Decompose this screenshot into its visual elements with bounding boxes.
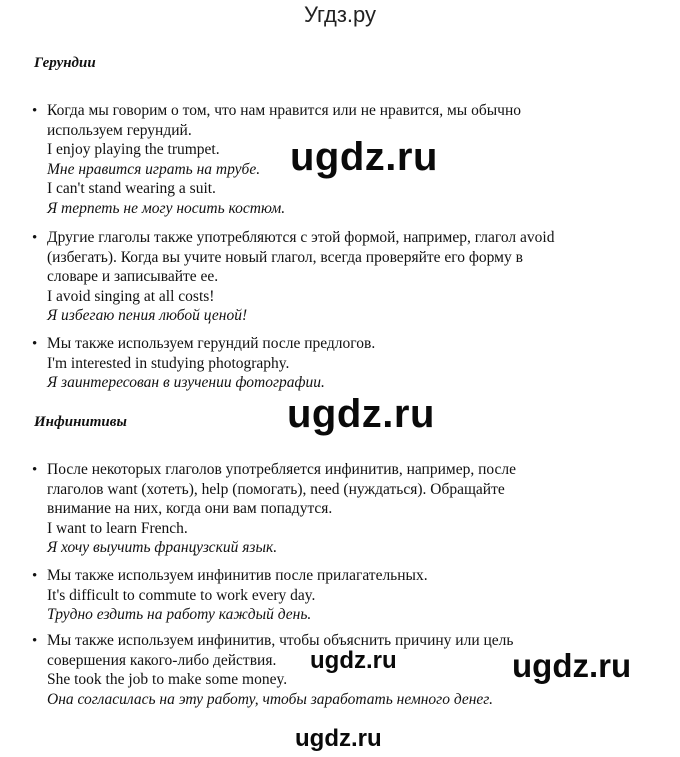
example-translation: Она согласилась на эту работу, чтобы заработать немного денег. <box>47 690 494 708</box>
example-english: I'm interested in studying photography. <box>47 354 290 372</box>
example-english: I want to learn French. <box>47 519 188 537</box>
watermark: ugdz.ru <box>290 135 438 179</box>
bullet: • <box>32 230 38 246</box>
bullet: • <box>32 336 38 352</box>
watermark: ugdz.ru <box>512 647 632 684</box>
list-item <box>32 334 632 393</box>
example-translation: Трудно ездить на работу каждый день. <box>47 606 312 623</box>
bullet: • <box>32 633 38 649</box>
paragraph-line: внимание на них, когда они вам попадутся. <box>47 500 333 517</box>
example-english: I enjoy playing the trumpet. <box>47 141 220 158</box>
example-translation: Мне нравится играть на трубе. <box>47 160 261 178</box>
bullet: • <box>32 568 38 584</box>
paragraph-line: словаре и записывайте ее. <box>47 268 219 285</box>
paragraph-line: Мы также используем инфинитив после прилагательных. <box>47 567 428 584</box>
watermark: ugdz.ru <box>310 647 397 674</box>
list-item <box>32 228 632 326</box>
example-english: It's difficult to commute to work every day. <box>47 586 316 604</box>
example-english: She took the job to make some money. <box>47 671 288 688</box>
bullet: • <box>32 462 38 478</box>
list-item <box>32 566 632 625</box>
paragraph-line: Когда мы говорим о том, что нам нравится или не нравится, мы обычно <box>47 102 521 119</box>
section-heading-gerunds: Герундии <box>34 55 96 71</box>
section-heading-infinitives: Инфинитивы <box>34 414 127 430</box>
list-item <box>32 460 632 558</box>
watermark: ugdz.ru <box>287 392 435 436</box>
paragraph-line: Мы также используем инфинитив, чтобы объяснить причину или цель <box>47 632 514 649</box>
paragraph-line: совершения какого-либо действия. <box>47 651 277 669</box>
example-english: I can't stand wearing a suit. <box>47 180 216 197</box>
paragraph-line: После некоторых глаголов употребляется инфинитив, например, после <box>47 461 517 478</box>
paragraph-line: (избегать). Когда вы учите новый глагол, всегда проверяйте его форму в <box>47 248 523 266</box>
example-translation: Я заинтересован в изучении фотографии. <box>47 374 325 391</box>
paragraph-line: Другие глаголы также употребляются с этой формой, например, глагол avoid <box>47 229 555 246</box>
paragraph-line: Мы также используем герундий после предлогов. <box>47 335 376 352</box>
example-translation: Я хочу выучить французский язык. <box>47 539 278 556</box>
example-translation: Я избегаю пения любой ценой! <box>47 307 248 324</box>
paragraph-line: глаголов want (хотеть), help (помогать), need (нуждаться). Обращайте <box>47 480 505 498</box>
example-english: I avoid singing at all costs! <box>47 287 215 305</box>
site-title: Угдз.ру <box>303 2 377 27</box>
bullet: • <box>32 103 38 119</box>
example-translation: Я терпеть не могу носить костюм. <box>47 199 286 217</box>
paragraph-line: используем герундий. <box>47 121 192 139</box>
watermark: ugdz.ru <box>295 725 382 752</box>
